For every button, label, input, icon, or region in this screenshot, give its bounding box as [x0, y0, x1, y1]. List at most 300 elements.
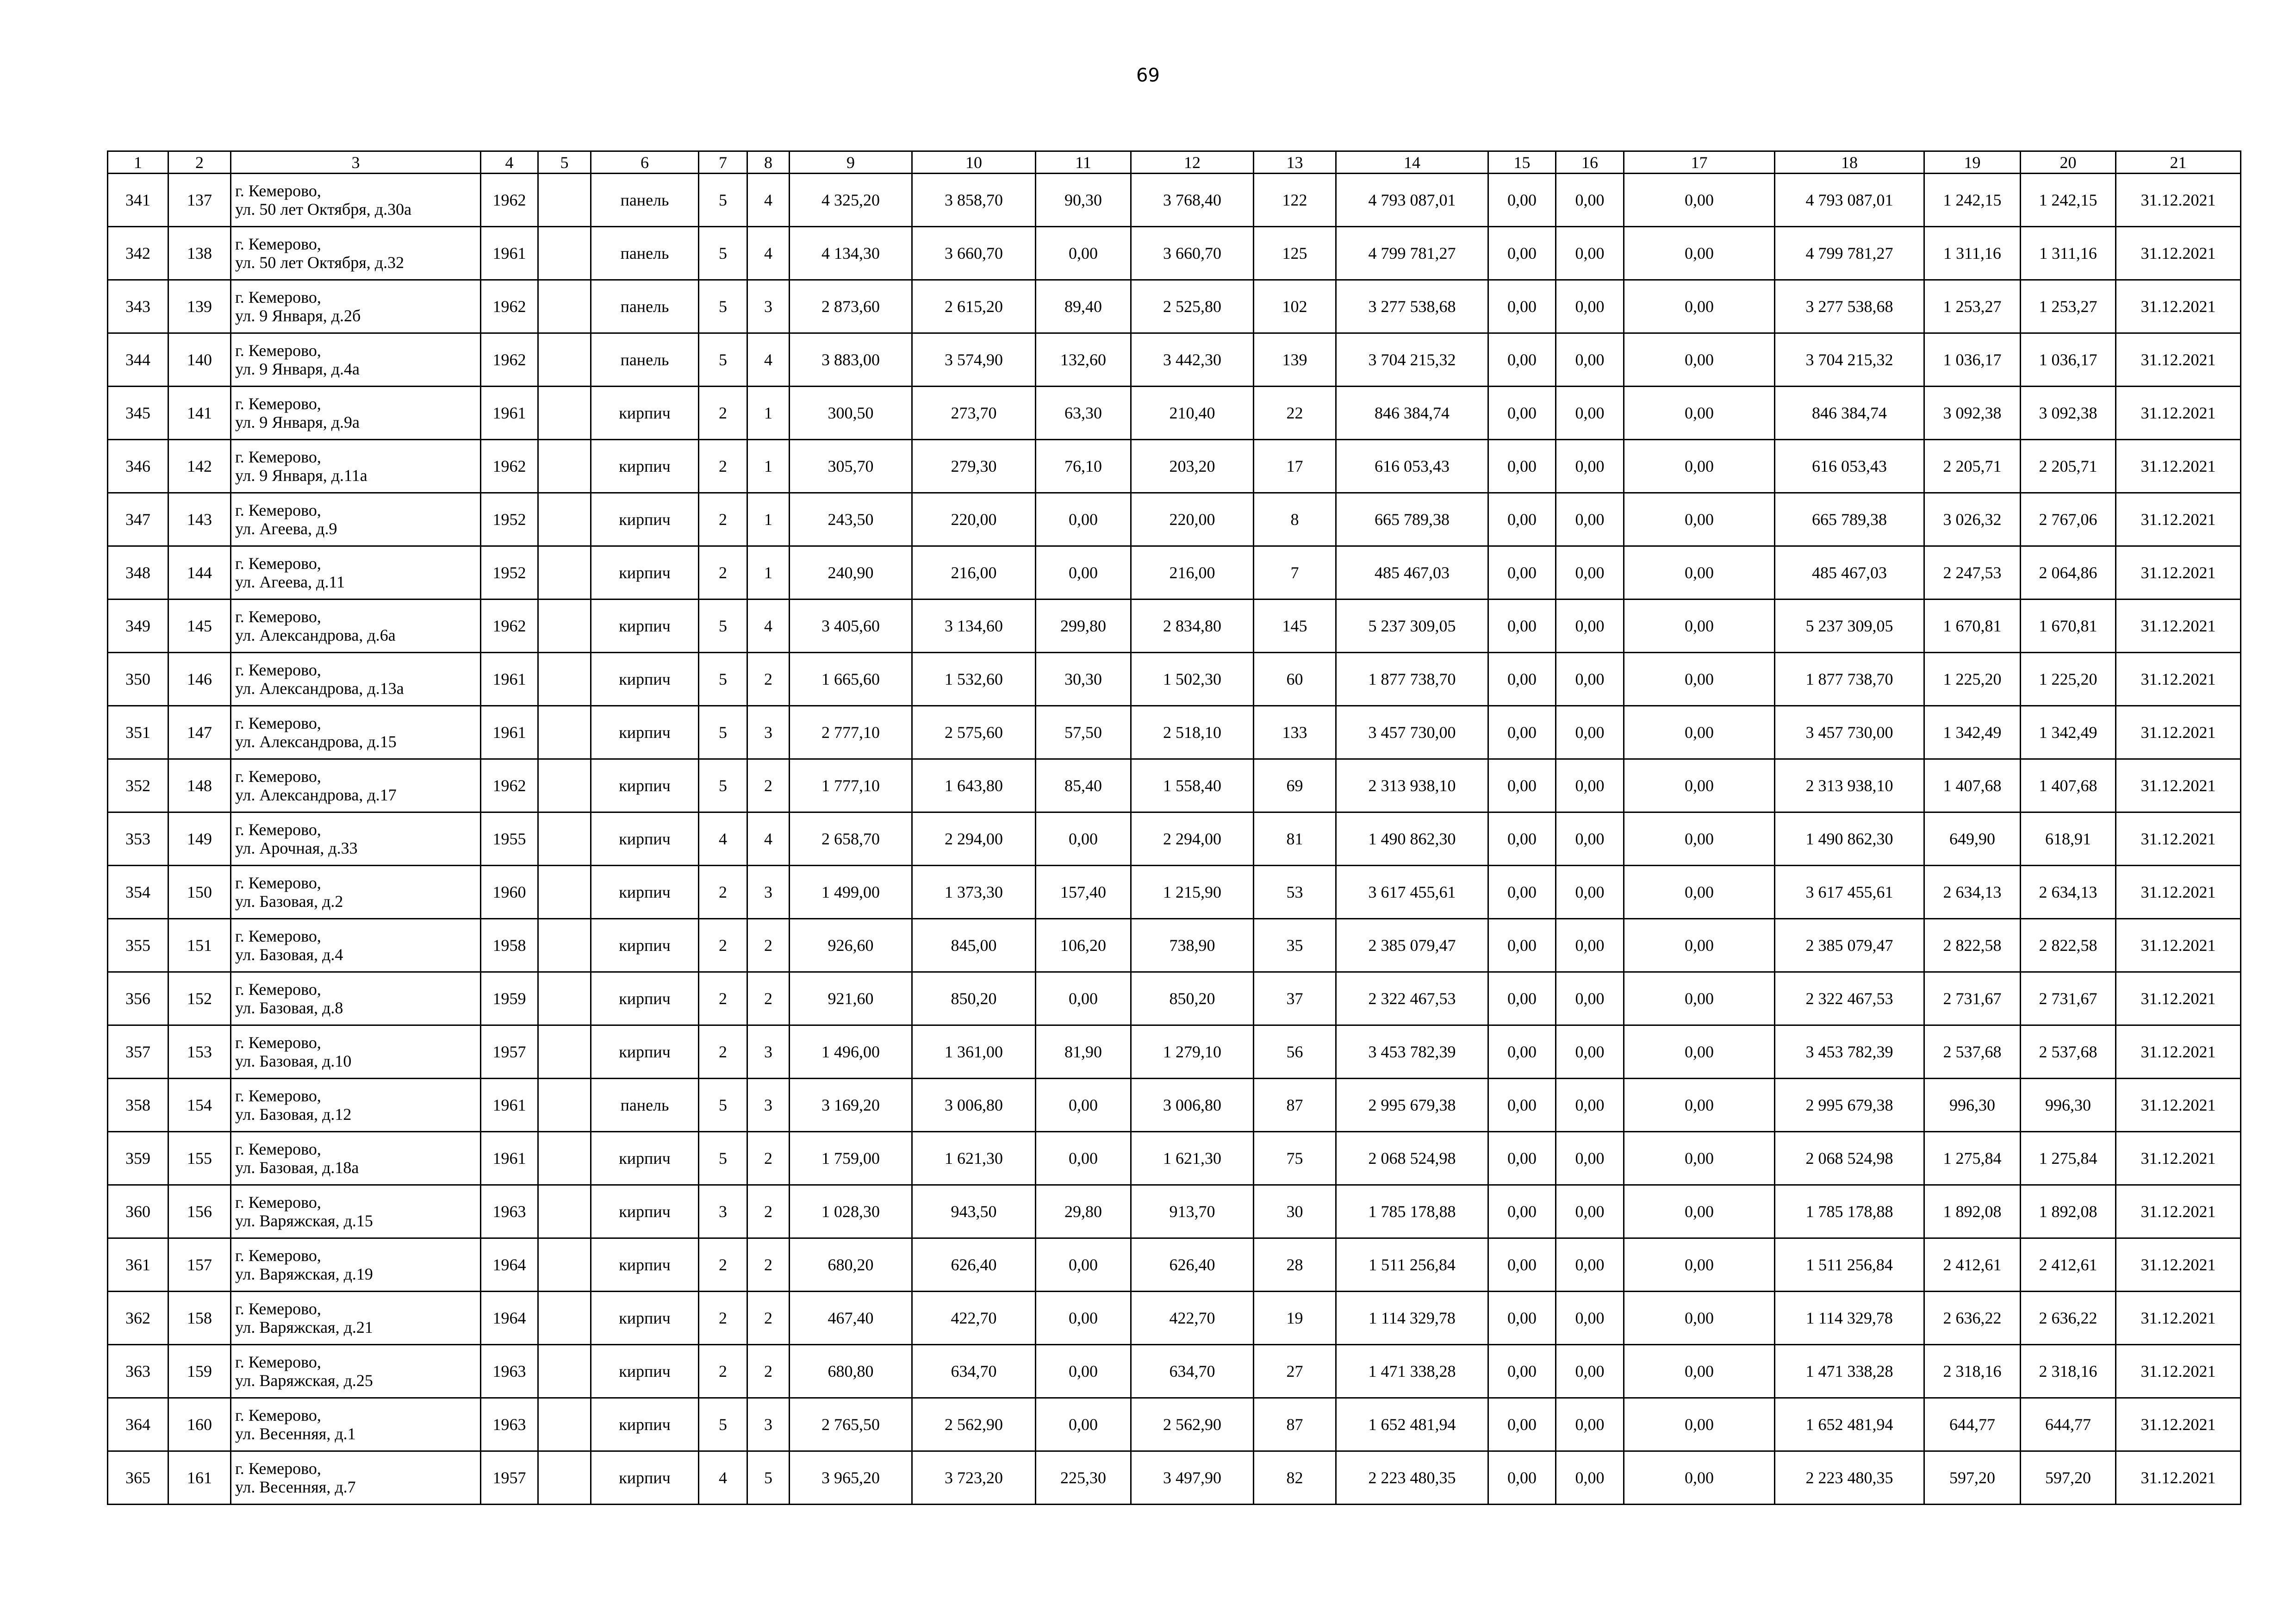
- cell-col-2: 156: [168, 1185, 231, 1238]
- cell-col-21: 31.12.2021: [2116, 919, 2241, 972]
- cell-col-7: 2: [699, 1292, 747, 1345]
- cell-col-10: 626,40: [912, 1238, 1036, 1292]
- cell-col-11: 299,80: [1036, 600, 1131, 653]
- address-street: ул. 50 лет Октября, д.32: [235, 253, 404, 272]
- cell-col-20: 2 731,67: [2021, 972, 2116, 1025]
- cell-col-10: 1 373,30: [912, 866, 1036, 919]
- cell-col-1: 353: [108, 812, 168, 866]
- cell-col-21: 31.12.2021: [2116, 1238, 2241, 1292]
- cell-col-1: 361: [108, 1238, 168, 1292]
- cell-col-21: 31.12.2021: [2116, 812, 2241, 866]
- cell-col-11: 0,00: [1036, 1238, 1131, 1292]
- cell-col-7: 2: [699, 1345, 747, 1398]
- cell-col-13: 28: [1254, 1238, 1336, 1292]
- cell-col-18: 1 490 862,30: [1775, 812, 1924, 866]
- cell-col-1: 344: [108, 333, 168, 387]
- cell-col-21: 31.12.2021: [2116, 1185, 2241, 1238]
- column-header-4: 4: [481, 151, 538, 174]
- cell-col-21: 31.12.2021: [2116, 1345, 2241, 1398]
- cell-col-10: 273,70: [912, 387, 1036, 440]
- cell-col-1: 343: [108, 280, 168, 333]
- cell-col-4: 1961: [481, 387, 538, 440]
- cell-col-8: 1: [747, 440, 790, 493]
- cell-col-4: 1960: [481, 866, 538, 919]
- table-row: [108, 1345, 2241, 1398]
- cell-col-14: 1 511 256,84: [1336, 1238, 1488, 1292]
- cell-col-17: 0,00: [1624, 1132, 1775, 1185]
- column-header-5: 5: [538, 151, 591, 174]
- cell-col-1: 342: [108, 227, 168, 280]
- cell-col-15: 0,00: [1488, 972, 1556, 1025]
- cell-col-14: 3 617 455,61: [1336, 866, 1488, 919]
- cell-col-1: 365: [108, 1451, 168, 1505]
- cell-col-16: 0,00: [1556, 759, 1624, 812]
- cell-col-13: 69: [1254, 759, 1336, 812]
- address-city: г. Кемерово,: [235, 1033, 321, 1052]
- table-row: [108, 387, 2241, 440]
- column-header-12: 12: [1131, 151, 1254, 174]
- cell-col-2: 159: [168, 1345, 231, 1398]
- table-row: [108, 812, 2241, 866]
- cell-col-7: 5: [699, 1398, 747, 1451]
- address-city: г. Кемерово,: [235, 714, 321, 732]
- cell-col-13: 145: [1254, 600, 1336, 653]
- table-row: [108, 493, 2241, 546]
- cell-col-10: 1 361,00: [912, 1025, 1036, 1079]
- cell-col-20: 1 407,68: [2021, 759, 2116, 812]
- cell-col-6: панель: [591, 1079, 699, 1132]
- cell-col-19: 2 318,16: [1924, 1345, 2021, 1398]
- cell-col-19: 644,77: [1924, 1398, 2021, 1451]
- address-cell: [231, 227, 481, 280]
- cell-col-16: 0,00: [1556, 706, 1624, 759]
- cell-col-4: 1964: [481, 1292, 538, 1345]
- cell-col-21: 31.12.2021: [2116, 546, 2241, 600]
- column-header-11: 11: [1036, 151, 1131, 174]
- cell-col-10: 3 858,70: [912, 174, 1036, 227]
- cell-col-16: 0,00: [1556, 1292, 1624, 1345]
- cell-col-2: 152: [168, 972, 231, 1025]
- cell-col-20: 2 767,06: [2021, 493, 2116, 546]
- cell-col-18: 665 789,38: [1775, 493, 1924, 546]
- address-street: ул. Базовая, д.8: [235, 999, 343, 1017]
- cell-col-9: 1 759,00: [790, 1132, 912, 1185]
- cell-col-8: 1: [747, 387, 790, 440]
- cell-col-17: 0,00: [1624, 440, 1775, 493]
- address-street: ул. Базовая, д.10: [235, 1052, 352, 1070]
- cell-col-12: 422,70: [1131, 1292, 1254, 1345]
- housing-register-table: [107, 150, 2241, 1505]
- cell-col-13: 87: [1254, 1079, 1336, 1132]
- cell-col-15: 0,00: [1488, 1238, 1556, 1292]
- address-street: ул. 9 Января, д.11а: [235, 466, 367, 485]
- cell-col-11: 0,00: [1036, 1345, 1131, 1398]
- cell-col-9: 1 777,10: [790, 759, 912, 812]
- cell-col-1: 349: [108, 600, 168, 653]
- cell-col-15: 0,00: [1488, 919, 1556, 972]
- cell-col-2: 146: [168, 653, 231, 706]
- cell-col-9: 2 765,50: [790, 1398, 912, 1451]
- address-street: ул. 9 Января, д.2б: [235, 306, 361, 325]
- address-city: г. Кемерово,: [235, 661, 321, 679]
- cell-col-8: 2: [747, 1345, 790, 1398]
- cell-col-13: 82: [1254, 1451, 1336, 1505]
- cell-col-18: 3 704 215,32: [1775, 333, 1924, 387]
- cell-col-11: 85,40: [1036, 759, 1131, 812]
- cell-col-2: 154: [168, 1079, 231, 1132]
- cell-col-5: [538, 1025, 591, 1079]
- address-city: г. Кемерово,: [235, 235, 321, 253]
- cell-col-17: 0,00: [1624, 972, 1775, 1025]
- address-cell: [231, 1292, 481, 1345]
- table-row: [108, 1398, 2241, 1451]
- cell-col-7: 3: [699, 1185, 747, 1238]
- cell-col-13: 60: [1254, 653, 1336, 706]
- cell-col-20: 3 092,38: [2021, 387, 2116, 440]
- cell-col-4: 1963: [481, 1185, 538, 1238]
- cell-col-15: 0,00: [1488, 706, 1556, 759]
- cell-col-21: 31.12.2021: [2116, 1132, 2241, 1185]
- column-header-2: 2: [168, 151, 231, 174]
- address-street: ул. Базовая, д.18а: [235, 1158, 359, 1177]
- cell-col-21: 31.12.2021: [2116, 972, 2241, 1025]
- cell-col-7: 2: [699, 972, 747, 1025]
- cell-col-10: 2 562,90: [912, 1398, 1036, 1451]
- cell-col-6: кирпич: [591, 919, 699, 972]
- address-street: ул. Александрова, д.15: [235, 732, 397, 751]
- cell-col-7: 2: [699, 546, 747, 600]
- table-row: [108, 333, 2241, 387]
- cell-col-1: 362: [108, 1292, 168, 1345]
- cell-col-18: 2 313 938,10: [1775, 759, 1924, 812]
- cell-col-12: 1 502,30: [1131, 653, 1254, 706]
- table-row: [108, 866, 2241, 919]
- cell-col-16: 0,00: [1556, 1132, 1624, 1185]
- cell-col-17: 0,00: [1624, 812, 1775, 866]
- cell-col-19: 2 636,22: [1924, 1292, 2021, 1345]
- cell-col-4: 1957: [481, 1025, 538, 1079]
- cell-col-2: 138: [168, 227, 231, 280]
- cell-col-16: 0,00: [1556, 1451, 1624, 1505]
- cell-col-8: 4: [747, 333, 790, 387]
- cell-col-18: 2 385 079,47: [1775, 919, 1924, 972]
- cell-col-21: 31.12.2021: [2116, 866, 2241, 919]
- cell-col-21: 31.12.2021: [2116, 174, 2241, 227]
- address-city: г. Кемерово,: [235, 1087, 321, 1105]
- address-city: г. Кемерово,: [235, 554, 321, 573]
- table-row: [108, 600, 2241, 653]
- cell-col-16: 0,00: [1556, 546, 1624, 600]
- cell-col-1: 352: [108, 759, 168, 812]
- cell-col-1: 341: [108, 174, 168, 227]
- cell-col-16: 0,00: [1556, 280, 1624, 333]
- cell-col-20: 2 064,86: [2021, 546, 2116, 600]
- cell-col-13: 19: [1254, 1292, 1336, 1345]
- cell-col-14: 665 789,38: [1336, 493, 1488, 546]
- column-header-8: 8: [747, 151, 790, 174]
- cell-col-6: кирпич: [591, 759, 699, 812]
- column-header-1: 1: [108, 151, 168, 174]
- cell-col-12: 216,00: [1131, 546, 1254, 600]
- cell-col-18: 4 793 087,01: [1775, 174, 1924, 227]
- address-city: г. Кемерово,: [235, 820, 321, 839]
- cell-col-18: 1 652 481,94: [1775, 1398, 1924, 1451]
- cell-col-17: 0,00: [1624, 1292, 1775, 1345]
- cell-col-20: 2 537,68: [2021, 1025, 2116, 1079]
- column-header-3: 3: [231, 151, 481, 174]
- cell-col-6: кирпич: [591, 387, 699, 440]
- cell-col-20: 1 342,49: [2021, 706, 2116, 759]
- address-street: ул. Варяжская, д.15: [235, 1212, 373, 1230]
- cell-col-21: 31.12.2021: [2116, 1292, 2241, 1345]
- cell-col-19: 1 253,27: [1924, 280, 2021, 333]
- address-city: г. Кемерово,: [235, 181, 321, 200]
- column-header-6: 6: [591, 151, 699, 174]
- cell-col-11: 225,30: [1036, 1451, 1131, 1505]
- cell-col-19: 2 537,68: [1924, 1025, 2021, 1079]
- cell-col-7: 5: [699, 227, 747, 280]
- cell-col-6: кирпич: [591, 1451, 699, 1505]
- cell-col-5: [538, 1079, 591, 1132]
- cell-col-12: 3 660,70: [1131, 227, 1254, 280]
- cell-col-12: 1 558,40: [1131, 759, 1254, 812]
- cell-col-16: 0,00: [1556, 1025, 1624, 1079]
- cell-col-2: 150: [168, 866, 231, 919]
- cell-col-5: [538, 866, 591, 919]
- cell-col-6: кирпич: [591, 706, 699, 759]
- cell-col-15: 0,00: [1488, 1398, 1556, 1451]
- cell-col-14: 1 490 862,30: [1336, 812, 1488, 866]
- cell-col-19: 3 092,38: [1924, 387, 2021, 440]
- address-cell: [231, 600, 481, 653]
- address-street: ул. Александрова, д.6а: [235, 626, 396, 644]
- cell-col-6: кирпич: [591, 600, 699, 653]
- cell-col-8: 1: [747, 546, 790, 600]
- cell-col-9: 2 658,70: [790, 812, 912, 866]
- cell-col-4: 1952: [481, 493, 538, 546]
- address-city: г. Кемерово,: [235, 607, 321, 626]
- cell-col-11: 0,00: [1036, 1292, 1131, 1345]
- cell-col-17: 0,00: [1624, 600, 1775, 653]
- cell-col-13: 133: [1254, 706, 1336, 759]
- cell-col-17: 0,00: [1624, 1345, 1775, 1398]
- cell-col-15: 0,00: [1488, 1025, 1556, 1079]
- address-city: г. Кемерово,: [235, 394, 321, 413]
- cell-col-1: 356: [108, 972, 168, 1025]
- cell-col-7: 2: [699, 919, 747, 972]
- cell-col-5: [538, 387, 591, 440]
- cell-col-18: 3 277 538,68: [1775, 280, 1924, 333]
- cell-col-9: 4 325,20: [790, 174, 912, 227]
- cell-col-9: 3 883,00: [790, 333, 912, 387]
- cell-col-13: 17: [1254, 440, 1336, 493]
- cell-col-12: 634,70: [1131, 1345, 1254, 1398]
- cell-col-12: 203,20: [1131, 440, 1254, 493]
- cell-col-14: 1 652 481,94: [1336, 1398, 1488, 1451]
- cell-col-14: 4 799 781,27: [1336, 227, 1488, 280]
- cell-col-21: 31.12.2021: [2116, 706, 2241, 759]
- cell-col-8: 5: [747, 1451, 790, 1505]
- cell-col-10: 3 134,60: [912, 600, 1036, 653]
- cell-col-14: 1 471 338,28: [1336, 1345, 1488, 1398]
- address-cell: [231, 1451, 481, 1505]
- cell-col-5: [538, 812, 591, 866]
- cell-col-19: 3 026,32: [1924, 493, 2021, 546]
- cell-col-13: 122: [1254, 174, 1336, 227]
- cell-col-20: 1 892,08: [2021, 1185, 2116, 1238]
- cell-col-20: 1 242,15: [2021, 174, 2116, 227]
- cell-col-6: панель: [591, 227, 699, 280]
- cell-col-6: панель: [591, 280, 699, 333]
- table-row: [108, 1132, 2241, 1185]
- cell-col-20: 2 205,71: [2021, 440, 2116, 493]
- cell-col-17: 0,00: [1624, 653, 1775, 706]
- column-header-13: 13: [1254, 151, 1336, 174]
- cell-col-12: 1 215,90: [1131, 866, 1254, 919]
- cell-col-16: 0,00: [1556, 653, 1624, 706]
- cell-col-5: [538, 706, 591, 759]
- address-city: г. Кемерово,: [235, 927, 321, 945]
- cell-col-6: кирпич: [591, 1345, 699, 1398]
- address-cell: [231, 866, 481, 919]
- cell-col-7: 4: [699, 812, 747, 866]
- cell-col-4: 1958: [481, 919, 538, 972]
- cell-col-21: 31.12.2021: [2116, 280, 2241, 333]
- cell-col-19: 1 225,20: [1924, 653, 2021, 706]
- cell-col-6: кирпич: [591, 812, 699, 866]
- cell-col-4: 1961: [481, 227, 538, 280]
- cell-col-1: 357: [108, 1025, 168, 1079]
- cell-col-19: 1 311,16: [1924, 227, 2021, 280]
- table-row: [108, 759, 2241, 812]
- cell-col-8: 3: [747, 1079, 790, 1132]
- cell-col-4: 1963: [481, 1345, 538, 1398]
- cell-col-18: 5 237 309,05: [1775, 600, 1924, 653]
- cell-col-10: 634,70: [912, 1345, 1036, 1398]
- cell-col-19: 2 205,71: [1924, 440, 2021, 493]
- cell-col-16: 0,00: [1556, 919, 1624, 972]
- address-city: г. Кемерово,: [235, 1406, 321, 1424]
- address-cell: [231, 759, 481, 812]
- column-header-21: 21: [2116, 151, 2241, 174]
- cell-col-10: 1 532,60: [912, 653, 1036, 706]
- cell-col-13: 102: [1254, 280, 1336, 333]
- cell-col-8: 4: [747, 600, 790, 653]
- cell-col-11: 0,00: [1036, 972, 1131, 1025]
- cell-col-11: 76,10: [1036, 440, 1131, 493]
- cell-col-4: 1957: [481, 1451, 538, 1505]
- cell-col-8: 3: [747, 280, 790, 333]
- cell-col-9: 1 665,60: [790, 653, 912, 706]
- cell-col-8: 3: [747, 1398, 790, 1451]
- cell-col-13: 81: [1254, 812, 1336, 866]
- cell-col-1: 350: [108, 653, 168, 706]
- cell-col-10: 845,00: [912, 919, 1036, 972]
- table-row: [108, 1451, 2241, 1505]
- cell-col-9: 3 965,20: [790, 1451, 912, 1505]
- cell-col-5: [538, 600, 591, 653]
- cell-col-11: 106,20: [1036, 919, 1131, 972]
- cell-col-16: 0,00: [1556, 972, 1624, 1025]
- cell-col-17: 0,00: [1624, 1398, 1775, 1451]
- cell-col-16: 0,00: [1556, 1079, 1624, 1132]
- cell-col-2: 147: [168, 706, 231, 759]
- cell-col-12: 3 497,90: [1131, 1451, 1254, 1505]
- column-header-9: 9: [790, 151, 912, 174]
- cell-col-20: 2 318,16: [2021, 1345, 2116, 1398]
- cell-col-17: 0,00: [1624, 333, 1775, 387]
- cell-col-11: 89,40: [1036, 280, 1131, 333]
- cell-col-9: 921,60: [790, 972, 912, 1025]
- cell-col-14: 2 068 524,98: [1336, 1132, 1488, 1185]
- column-header-10: 10: [912, 151, 1036, 174]
- cell-col-5: [538, 1398, 591, 1451]
- cell-col-17: 0,00: [1624, 1451, 1775, 1505]
- table-row: [108, 706, 2241, 759]
- table-row: [108, 1025, 2241, 1079]
- cell-col-1: 364: [108, 1398, 168, 1451]
- address-city: г. Кемерово,: [235, 874, 321, 892]
- cell-col-15: 0,00: [1488, 653, 1556, 706]
- cell-col-16: 0,00: [1556, 493, 1624, 546]
- address-cell: [231, 546, 481, 600]
- cell-col-13: 27: [1254, 1345, 1336, 1398]
- page-number: 69: [1136, 65, 1160, 86]
- cell-col-11: 132,60: [1036, 333, 1131, 387]
- cell-col-11: 0,00: [1036, 227, 1131, 280]
- cell-col-8: 2: [747, 653, 790, 706]
- cell-col-20: 2 634,13: [2021, 866, 2116, 919]
- cell-col-18: 846 384,74: [1775, 387, 1924, 440]
- cell-col-14: 2 322 467,53: [1336, 972, 1488, 1025]
- cell-col-11: 29,80: [1036, 1185, 1131, 1238]
- cell-col-4: 1962: [481, 280, 538, 333]
- cell-col-11: 90,30: [1036, 174, 1131, 227]
- table-header: [108, 151, 2241, 174]
- cell-col-19: 996,30: [1924, 1079, 2021, 1132]
- cell-col-10: 1 621,30: [912, 1132, 1036, 1185]
- cell-col-16: 0,00: [1556, 866, 1624, 919]
- cell-col-7: 5: [699, 1132, 747, 1185]
- cell-col-5: [538, 1292, 591, 1345]
- cell-col-14: 3 453 782,39: [1336, 1025, 1488, 1079]
- cell-col-12: 3 768,40: [1131, 174, 1254, 227]
- cell-col-20: 2 636,22: [2021, 1292, 2116, 1345]
- cell-col-19: 2 731,67: [1924, 972, 2021, 1025]
- cell-col-2: 142: [168, 440, 231, 493]
- cell-col-6: кирпич: [591, 1238, 699, 1292]
- cell-col-16: 0,00: [1556, 1398, 1624, 1451]
- cell-col-9: 300,50: [790, 387, 912, 440]
- cell-col-5: [538, 333, 591, 387]
- cell-col-14: 5 237 309,05: [1336, 600, 1488, 653]
- cell-col-7: 5: [699, 759, 747, 812]
- cell-col-18: 1 877 738,70: [1775, 653, 1924, 706]
- cell-col-19: 2 634,13: [1924, 866, 2021, 919]
- table-row: [108, 1292, 2241, 1345]
- cell-col-4: 1962: [481, 440, 538, 493]
- address-street: ул. 9 Января, д.9а: [235, 413, 360, 431]
- cell-col-19: 649,90: [1924, 812, 2021, 866]
- address-cell: [231, 653, 481, 706]
- cell-col-6: кирпич: [591, 493, 699, 546]
- cell-col-21: 31.12.2021: [2116, 759, 2241, 812]
- cell-col-1: 363: [108, 1345, 168, 1398]
- cell-col-15: 0,00: [1488, 1292, 1556, 1345]
- cell-col-14: 616 053,43: [1336, 440, 1488, 493]
- cell-col-4: 1963: [481, 1398, 538, 1451]
- address-cell: [231, 174, 481, 227]
